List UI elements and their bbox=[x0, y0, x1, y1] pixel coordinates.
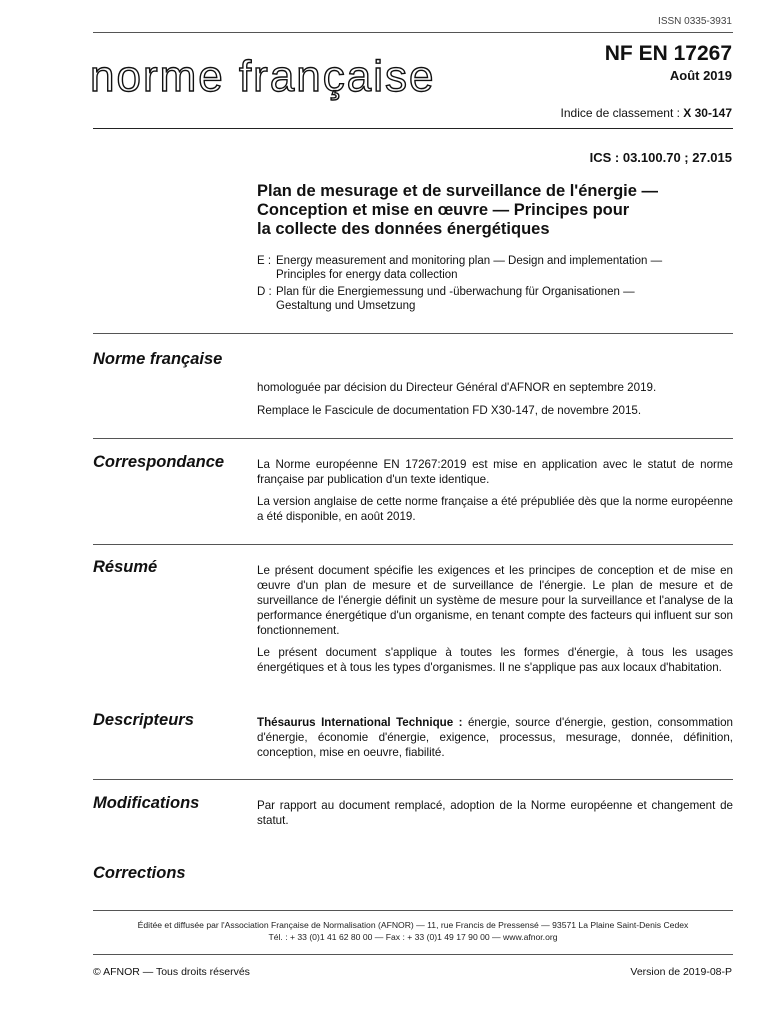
title-line-3: la collecte des données énergétiques bbox=[257, 220, 550, 238]
classement-label: Indice de classement : bbox=[560, 106, 680, 120]
resume-text-2: Le présent document s'applique à toutes les formes d'énergie, à tous les usages énergétiques et à tous les types d'organismes. Il ne s'applique pas aux locaux d'habitation. bbox=[257, 646, 733, 674]
descripteurs-keywords: énergie, source d'énergie, gestion, consommation d'énergie, économie d'énergie, exigence, processus, mesurage, donnée, définition, conception, mise en oeuvre, fiabilité. bbox=[257, 716, 733, 759]
resume-text-1: Le présent document spécifie les exigences et les principes de conception et de mise en œuvre d'un plan de mesure et de surveillance de l'énergie. Le plan de mesure et de surveillance de l'énergie définit un système de mesure pour la surveillance et l'analyse de la performance énergétique d'un organisme, en tenant compte des facteurs qui influent sur son fonctionnement. bbox=[257, 564, 733, 637]
section-divider bbox=[93, 544, 733, 545]
ics-codes: ICS : 03.100.70 ; 27.015 bbox=[589, 150, 732, 165]
translation-german bbox=[257, 285, 737, 313]
publication-date: Août 2019 bbox=[669, 68, 732, 83]
translation-line-1: Plan für die Energiemessung und -überwachung für Organisationen — bbox=[276, 286, 635, 298]
thesaurus-label: Thésaurus International Technique : bbox=[257, 716, 463, 729]
section-heading-resume: Résumé bbox=[93, 558, 158, 576]
classement-value: X 30-147 bbox=[683, 106, 732, 120]
section-divider bbox=[93, 438, 733, 439]
section-heading-descripteurs: Descripteurs bbox=[93, 711, 194, 729]
footer-rule bbox=[93, 910, 733, 911]
title-line-1: Plan de mesurage et de surveillance de l'énergie — bbox=[257, 182, 659, 200]
translation-line-2: Gestaltung und Umsetzung bbox=[276, 300, 416, 312]
section-heading-modifications: Modifications bbox=[93, 794, 200, 812]
title-line-2: Conception et mise en œuvre — Principes pour bbox=[257, 201, 630, 219]
homologation-text: homologuée par décision du Directeur Général d'AFNOR en septembre 2019. bbox=[257, 381, 657, 394]
top-rule bbox=[93, 32, 733, 33]
copyright-notice: © AFNOR — Tous droits réservés bbox=[93, 966, 250, 978]
translation-line-2: Principles for energy data collection bbox=[276, 269, 458, 281]
publisher-contact: Tél. : + 33 (0)1 41 62 80 00 — Fax : + 33 (0)1 49 17 90 00 — www.afnor.org bbox=[268, 932, 558, 942]
version-label: Version de 2019-08-P bbox=[630, 966, 732, 978]
header-rule bbox=[93, 128, 733, 129]
norme-francaise-logo: norme française bbox=[90, 52, 436, 101]
footer-bottom-rule bbox=[93, 954, 733, 955]
translation-english bbox=[257, 254, 737, 282]
section-divider bbox=[93, 333, 733, 334]
translation-line-1: Energy measurement and monitoring plan — Design and implementation — bbox=[276, 255, 663, 267]
document-title bbox=[257, 182, 737, 239]
descripteurs-text bbox=[257, 715, 733, 760]
issn-number: ISSN 0335-3931 bbox=[658, 16, 732, 27]
section-heading-corrections: Corrections bbox=[93, 864, 186, 882]
section-divider bbox=[93, 779, 733, 780]
correspondance-text-1: La Norme européenne EN 17267:2019 est mise en application avec le statut de norme française par publication d'un texte identique. bbox=[257, 458, 733, 486]
section-heading-correspondance: Correspondance bbox=[93, 453, 225, 471]
correspondance-text-2: La version anglaise de cette norme française a été prépubliée dès que la norme européenne a été disponible, en août 2019. bbox=[257, 495, 733, 523]
translation-code: D : bbox=[257, 286, 272, 298]
translation-code: E : bbox=[257, 255, 272, 267]
publisher-address: Éditée et diffusée par l'Association Française de Normalisation (AFNOR) — 11, rue Francis de Pressensé — 93571 La Plaine Saint-Denis Cedex bbox=[137, 920, 689, 930]
classement-index bbox=[561, 106, 732, 120]
standard-number: NF EN 17267 bbox=[604, 42, 732, 65]
modifications-text: Par rapport au document remplacé, adoption de la Norme européenne et changement de statut. bbox=[257, 799, 733, 827]
replaces-text: Remplace le Fascicule de documentation FD X30-147, de novembre 2015. bbox=[257, 404, 642, 417]
section-heading-norme-francaise: Norme française bbox=[93, 350, 223, 368]
